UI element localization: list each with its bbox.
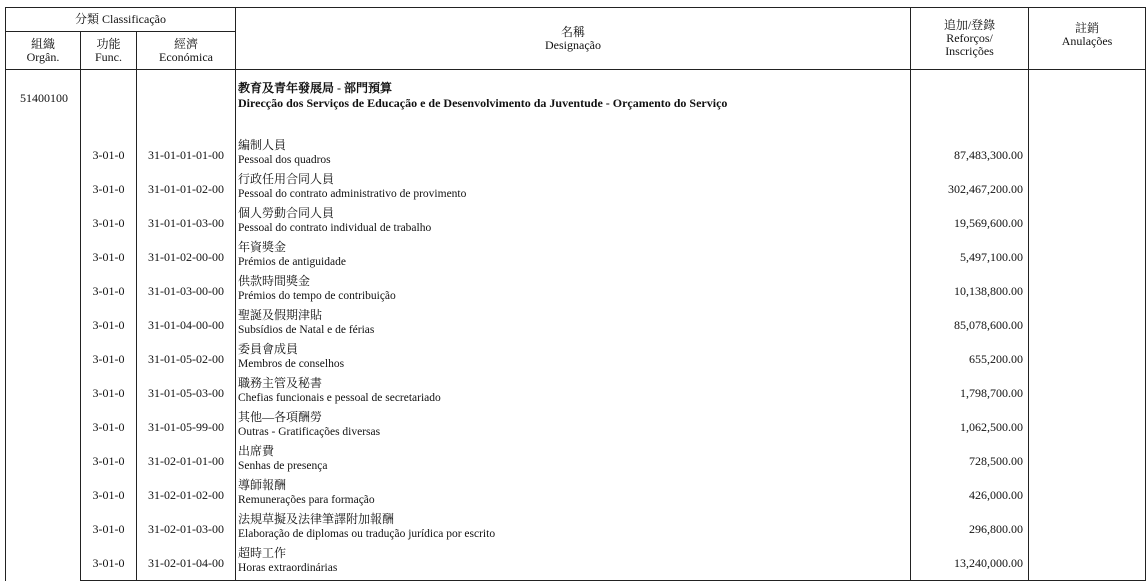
designation-pt: Outras - Gratificações diversas — [238, 426, 381, 438]
economic-header-zh: 經濟 — [174, 36, 199, 51]
economic-header — [137, 32, 236, 70]
functional-header — [81, 32, 137, 70]
budget-sheet — [5, 7, 1145, 581]
functional-code: 3-01-0 — [81, 410, 137, 444]
reinforcements-header-pt1: Reforços/ — [946, 31, 993, 45]
economic-code: 31-02-01-03-00 — [137, 512, 236, 546]
table-row — [6, 376, 1146, 410]
table-row — [6, 172, 1146, 206]
designation-zh: 其他—各項酬勞 — [238, 410, 323, 424]
designation-cell — [236, 478, 911, 512]
designation-pt: Membros de conselhos — [238, 358, 345, 370]
designation-cell — [236, 546, 911, 581]
functional-code: 3-01-0 — [81, 512, 137, 546]
functional-code: 3-01-0 — [81, 546, 137, 581]
table-row — [6, 512, 1146, 546]
designation-cell — [236, 410, 911, 444]
table-row — [6, 546, 1146, 581]
designation-pt: Prémios do tempo de contribuição — [238, 290, 396, 302]
designation-zh: 聖誕及假期津貼 — [238, 308, 323, 322]
table-row — [6, 444, 1146, 478]
table-row — [6, 138, 1146, 172]
designation-zh: 委員會成員 — [238, 342, 299, 356]
designation-cell — [236, 376, 911, 410]
designation-pt: Chefias funcionais e pessoal de secretariado — [238, 392, 441, 404]
organic-header — [6, 32, 81, 70]
designation-zh: 年資獎金 — [238, 240, 287, 254]
reinforcement-amount: 296,800.00 — [911, 512, 1029, 546]
annulment-amount — [1029, 512, 1146, 546]
functional-code: 3-01-0 — [81, 172, 137, 206]
annulment-amount — [1029, 410, 1146, 444]
reinforcement-amount: 728,500.00 — [911, 444, 1029, 478]
functional-code: 3-01-0 — [81, 376, 137, 410]
budget-table — [5, 7, 1146, 581]
designation-zh: 法規草擬及法律筆譯附加報酬 — [238, 512, 395, 526]
annulment-amount — [1029, 240, 1146, 274]
functional-header-zh: 功能 — [96, 36, 121, 51]
designation-cell — [236, 512, 911, 546]
reinforcement-amount: 19,569,600.00 — [911, 206, 1029, 240]
table-row — [6, 308, 1146, 342]
designation-pt: Pessoal do contrato individual de trabalho — [238, 222, 432, 234]
section-row — [6, 70, 1146, 139]
designation-header — [236, 8, 911, 70]
economic-code: 31-01-05-99-00 — [137, 410, 236, 444]
annulment-amount — [1029, 546, 1146, 581]
designation-cell — [236, 206, 911, 240]
reinforcements-header-zh: 追加/登錄 — [943, 18, 996, 32]
annulments-header — [1029, 8, 1146, 70]
economic-code: 31-01-01-01-00 — [137, 138, 236, 172]
functional-code: 3-01-0 — [81, 138, 137, 172]
designation-cell — [236, 240, 911, 274]
annulment-amount — [1029, 478, 1146, 512]
section-title — [236, 70, 911, 139]
designation-zh: 超時工作 — [238, 546, 287, 560]
reinforcement-amount: 10,138,800.00 — [911, 274, 1029, 308]
annulment-amount — [1029, 138, 1146, 172]
section-func-empty — [81, 70, 137, 139]
economic-code: 31-02-01-04-00 — [137, 546, 236, 581]
economic-code: 31-01-05-02-00 — [137, 342, 236, 376]
economic-code: 31-01-01-02-00 — [137, 172, 236, 206]
designation-pt: Pessoal dos quadros — [238, 154, 331, 166]
annulments-header-zh: 註銷 — [1075, 21, 1100, 35]
functional-code: 3-01-0 — [81, 240, 137, 274]
organic-code: 51400100 — [6, 70, 81, 581]
designation-pt: Prémios de antiguidade — [238, 256, 346, 268]
section-amount-empty — [911, 70, 1029, 139]
annulment-amount — [1029, 376, 1146, 410]
designation-pt: Horas extraordinárias — [238, 562, 338, 574]
reinforcement-amount: 85,078,600.00 — [911, 308, 1029, 342]
table-row — [6, 478, 1146, 512]
designation-cell — [236, 342, 911, 376]
functional-header-pt: Func. — [95, 49, 122, 64]
functional-code: 3-01-0 — [81, 206, 137, 240]
functional-code: 3-01-0 — [81, 274, 137, 308]
reinforcement-amount: 5,497,100.00 — [911, 240, 1029, 274]
designation-cell — [236, 138, 911, 172]
table-row — [6, 206, 1146, 240]
designation-zh: 供款時間獎金 — [238, 274, 311, 288]
section-annul-empty — [1029, 70, 1146, 139]
designation-cell — [236, 308, 911, 342]
table-row — [6, 410, 1146, 444]
header-row-classification — [6, 8, 1146, 32]
designation-cell — [236, 444, 911, 478]
table-row — [6, 274, 1146, 308]
annulment-amount — [1029, 308, 1146, 342]
reinforcements-header-pt2: Inscrições — [945, 44, 994, 58]
designation-zh: 編制人員 — [238, 138, 287, 152]
reinforcement-amount: 1,062,500.00 — [911, 410, 1029, 444]
reinforcements-header — [911, 8, 1029, 70]
classification-header: 分類 Classificação — [6, 8, 236, 32]
section-econ-empty — [137, 70, 236, 139]
designation-zh: 職務主管及秘書 — [238, 376, 323, 390]
designation-header-zh: 名稱 — [561, 24, 586, 39]
section-title-pt: Direcção dos Serviços de Educação e de Desenvolvimento da Juventude - Orçamento do Serviço — [238, 96, 728, 110]
economic-code: 31-01-02-00-00 — [137, 240, 236, 274]
organic-header-zh: 組織 — [30, 36, 55, 51]
designation-zh: 行政任用合同人員 — [238, 172, 335, 186]
designation-zh: 個人勞動合同人員 — [238, 206, 335, 220]
functional-code: 3-01-0 — [81, 478, 137, 512]
economic-code: 31-02-01-01-00 — [137, 444, 236, 478]
annulment-amount — [1029, 172, 1146, 206]
budget-body — [6, 70, 1146, 581]
designation-pt: Elaboração de diplomas ou tradução jurídica por escrito — [238, 528, 496, 540]
functional-code: 3-01-0 — [81, 308, 137, 342]
economic-code: 31-02-01-02-00 — [137, 478, 236, 512]
organic-header-pt: Orgân. — [26, 49, 60, 64]
functional-code: 3-01-0 — [81, 444, 137, 478]
designation-zh: 出席費 — [238, 444, 275, 458]
annulment-amount — [1029, 342, 1146, 376]
designation-cell — [236, 274, 911, 308]
designation-cell — [236, 172, 911, 206]
reinforcement-amount: 426,000.00 — [911, 478, 1029, 512]
designation-pt: Pessoal do contrato administrativo de provimento — [238, 188, 467, 200]
reinforcement-amount: 13,240,000.00 — [911, 546, 1029, 581]
functional-code: 3-01-0 — [81, 342, 137, 376]
annulment-amount — [1029, 444, 1146, 478]
annulments-header-pt: Anulações — [1061, 34, 1113, 48]
economic-code: 31-01-03-00-00 — [137, 274, 236, 308]
designation-header-pt: Designação — [545, 37, 601, 52]
reinforcement-amount: 655,200.00 — [911, 342, 1029, 376]
designation-pt: Senhas de presença — [238, 460, 328, 472]
table-row — [6, 342, 1146, 376]
reinforcement-amount: 87,483,300.00 — [911, 138, 1029, 172]
economic-header-pt: Económica — [159, 49, 213, 64]
reinforcement-amount: 1,798,700.00 — [911, 376, 1029, 410]
designation-zh: 導師報酬 — [238, 478, 287, 492]
economic-code: 31-01-04-00-00 — [137, 308, 236, 342]
economic-code: 31-01-05-03-00 — [137, 376, 236, 410]
reinforcement-amount: 302,467,200.00 — [911, 172, 1029, 206]
annulment-amount — [1029, 274, 1146, 308]
economic-code: 31-01-01-03-00 — [137, 206, 236, 240]
table-row — [6, 240, 1146, 274]
annulment-amount — [1029, 206, 1146, 240]
designation-pt: Subsídios de Natal e de férias — [238, 324, 375, 336]
section-title-zh: 教育及青年發展局 - 部門預算 — [238, 81, 393, 95]
designation-pt: Remunerações para formação — [238, 494, 375, 506]
